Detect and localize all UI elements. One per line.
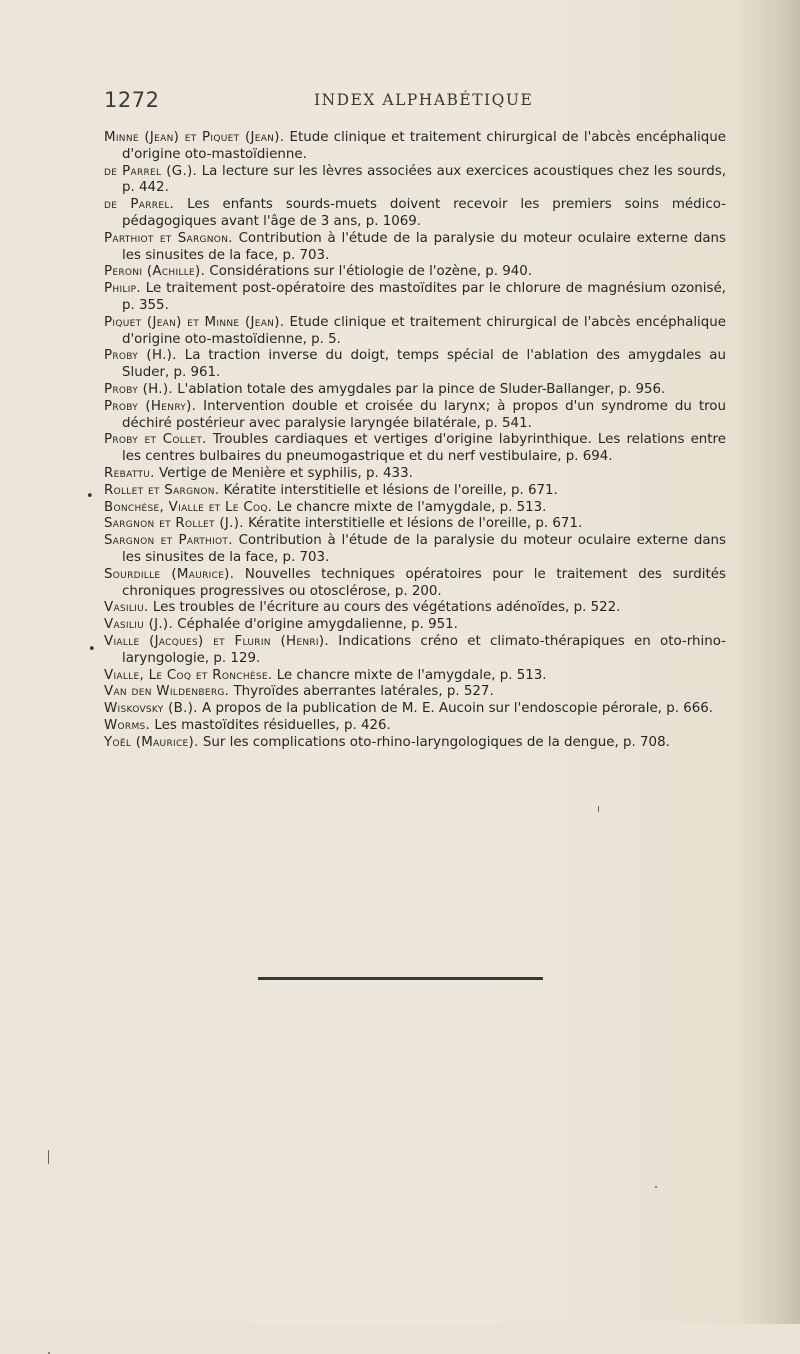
page-number: 1272 (104, 88, 160, 112)
index-entry (104, 668, 726, 685)
entry-author: de Parrel (G.). (104, 163, 198, 179)
entry-author: Rollet et Sargnon. (104, 482, 220, 498)
entry-text: Les enfants sourds-muets doivent recevoir les premiers soins médico-pédagogiques avant l'âge de 3 ans, p. 1069. (122, 197, 727, 229)
entry-author: Minne (Jean) et Piquet (Jean). (104, 130, 285, 145)
entry-author: Rebattu. (104, 465, 155, 481)
index-entry-list (104, 130, 726, 751)
entry-text: L'ablation totale des amygdales par la pince de Sluder-Ballanger, p. 956. (172, 381, 666, 397)
margin-mark: • (88, 642, 96, 657)
page-header (104, 88, 724, 118)
entry-author: Vialle (Jacques) et Flurin (Henri). (104, 633, 329, 649)
entry-text: Kératite interstitielle et lésions de l'oreille, p. 671. (243, 516, 583, 532)
index-entry (104, 567, 726, 601)
index-entry (104, 735, 726, 752)
end-rule (258, 977, 543, 980)
index-entry (104, 348, 726, 382)
entry-author: Vialle, Le Coq et Ronchèse. (104, 667, 273, 683)
index-entry (104, 197, 726, 231)
index-entry (104, 617, 726, 634)
index-entry (104, 264, 726, 281)
entry-author: Proby (H.). (104, 381, 173, 397)
entry-author: Vasiliu (J.). (104, 617, 174, 633)
entry-author: Sargnon et Parthiot. (104, 533, 233, 549)
index-entry (104, 718, 726, 735)
entry-text: Le traitement post-opératoire des mastoïdites par le chlorure de magnésium ozonisé, p. 355. (122, 281, 726, 313)
entry-author: Parthiot et Sargnon. (104, 230, 233, 246)
entry-author: Sargnon et Rollet (J.). (104, 516, 244, 532)
index-entry (104, 466, 726, 483)
index-entry (104, 516, 726, 533)
entry-author: Philip. (104, 281, 141, 297)
entry-text: La traction inverse du doigt, temps spécial de l'ablation des amygdales au Sluder, p. 961. (122, 348, 726, 381)
index-entry (104, 432, 726, 466)
entry-text: Etude clinique et traitement chirurgical de l'abcès encéphalique d'origine oto-mastoïdienne. (122, 130, 726, 162)
entry-text: Contribution à l'étude de la paralysie du moteur oculaire externe dans les sinusites de la face, p. 703. (122, 230, 726, 263)
entry-author: Van den Wildenberg. (104, 684, 230, 700)
entry-author: Piquet (Jean) et Minne (Jean). (104, 314, 285, 330)
entry-text: Indications créno et climato-thérapiques en oto-rhino-laryngologie, p. 129. (122, 633, 726, 666)
entry-author: Proby (H.). (104, 348, 177, 364)
index-entry (104, 500, 726, 517)
entry-author: Sourdille (Maurice). (104, 566, 235, 582)
index-entry (104, 164, 726, 198)
entry-text: Les mastoïdites résiduelles, p. 426. (150, 717, 391, 733)
entry-text: Sur les complications oto-rhino-laryngologiques de la dengue, p. 708. (198, 734, 670, 750)
entry-author: Bonchèse, Vialle et Le Coq. (104, 499, 273, 515)
entry-author: Proby (Henry). (104, 398, 197, 414)
entry-text: Nouvelles techniques opératoires pour le traitement des surdités chroniques progressives ou otosclérose, p. 200. (122, 566, 726, 599)
entry-text: Les troubles de l'écriture au cours des végétations adénoïdes, p. 522. (148, 600, 621, 616)
index-entry (104, 382, 726, 399)
entry-text: Le chancre mixte de l'amygdale, p. 513. (272, 667, 547, 683)
index-entry (104, 130, 726, 164)
entry-author: Vasiliu. (104, 600, 149, 616)
entry-author: Wiskovsky (B.). (104, 701, 198, 717)
running-title: INDEX ALPHABÉTIQUE (314, 91, 534, 109)
entry-text: Le chancre mixte de l'amygdale, p. 513. (272, 499, 547, 515)
entry-author: Yoël (Maurice). (104, 734, 199, 750)
paper-speck (598, 806, 599, 812)
index-entry (104, 600, 726, 617)
entry-text: Considérations sur l'étiologie de l'ozène, p. 940. (205, 264, 533, 280)
entry-author: Proby et Collet. (104, 432, 207, 448)
entry-text: La lecture sur les lèvres associées aux exercices acoustiques chez les sourds, p. 442. (122, 163, 726, 196)
entry-text: Troubles cardiaques et vertiges d'origine labyrinthique. Les relations entre les centres bulbaires du pneumogastrique et du nerf vestibulaire, p. 694. (122, 432, 726, 465)
index-entry (104, 533, 726, 567)
entry-text: Intervention double et croisée du larynx; à propos d'un syndrome du trou déchiré postérieur avec paralysie laryngée bilatérale, p. 541. (122, 398, 726, 431)
index-entry (104, 281, 726, 315)
index-entry (104, 483, 726, 500)
margin-mark: • (86, 489, 94, 504)
entry-author: Worms. (104, 717, 151, 733)
entry-text: Etude clinique et traitement chirurgical de l'abcès encéphalique d'origine oto-mastoïdienne, p. 5. (122, 314, 726, 347)
paper-speck (48, 1150, 49, 1164)
entry-text: Céphalée d'origine amygdalienne, p. 951. (173, 617, 458, 633)
entry-text: Kératite interstitielle et lésions de l'oreille, p. 671. (219, 482, 558, 498)
entry-text: Contribution à l'étude de la paralysie du moteur oculaire externe dans les sinusites de la face, p. 703. (122, 533, 726, 565)
entry-text: Thyroïdes aberrantes latérales, p. 527. (229, 684, 494, 700)
index-entry (104, 315, 726, 349)
index-entry (104, 701, 726, 718)
entry-author: Peroni (Achille). (104, 264, 206, 280)
entry-text: Vertige de Menière et syphilis, p. 433. (154, 465, 413, 481)
paper-speck (655, 1186, 657, 1188)
index-entry (104, 634, 726, 668)
entry-author: de Parrel. (104, 197, 175, 213)
entry-text: A propos de la publication de M. E. Aucoin sur l'endoscopie pérorale, p. 666. (197, 701, 714, 717)
index-entry (104, 399, 726, 433)
index-entry (104, 231, 726, 265)
index-entry (104, 684, 726, 701)
